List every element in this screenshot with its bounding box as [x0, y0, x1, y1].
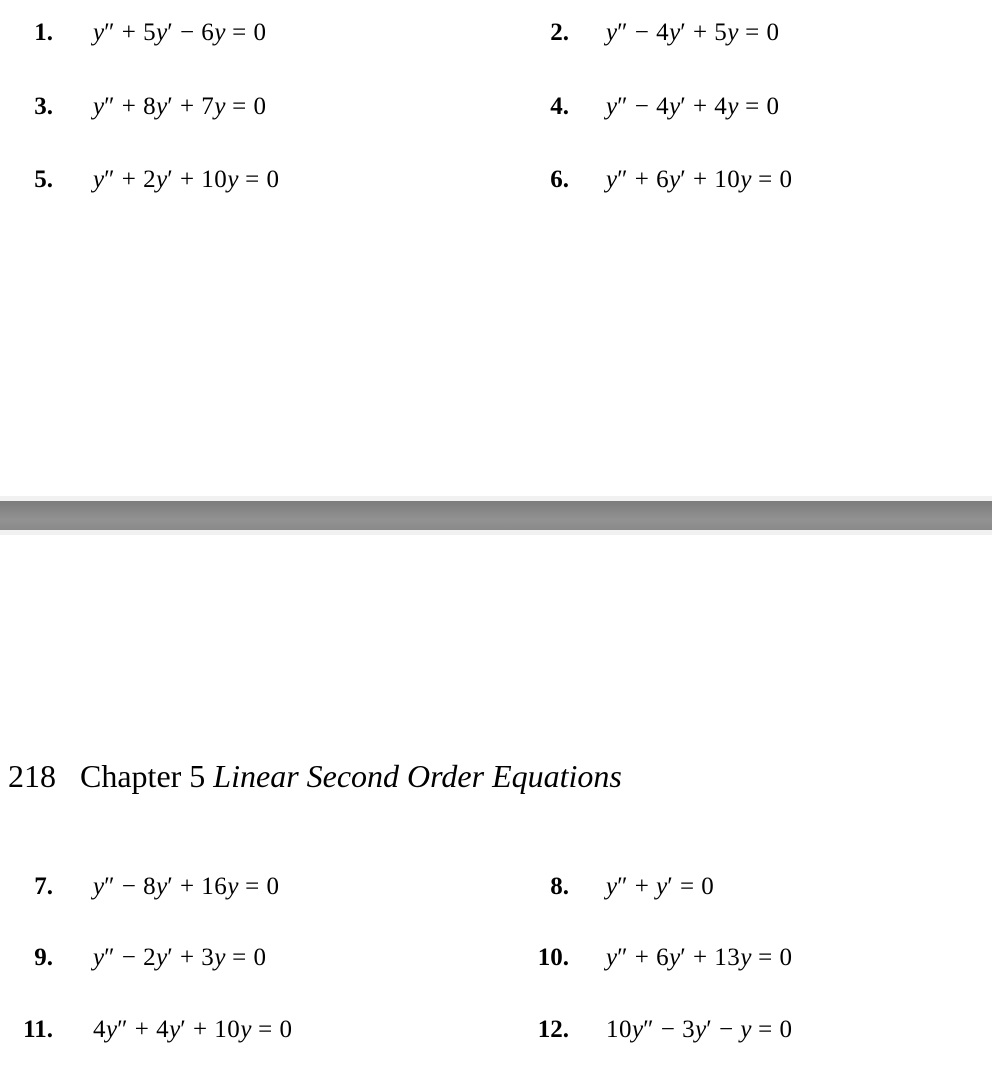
exercise-7: [0, 870, 496, 904]
exercise-equation: y″ − 4y′ + 5y = 0: [606, 19, 780, 46]
exercise-equation: y″ + y′ = 0: [606, 873, 715, 900]
exercise-4: [496, 90, 992, 124]
page-break-gray-bar: [0, 501, 992, 530]
exercise-row: [0, 163, 992, 197]
exercise-row: [0, 941, 992, 975]
exercise-number: 6.: [550, 166, 569, 193]
exercise-number: 4.: [550, 93, 569, 120]
exercise-number: 5.: [34, 166, 53, 193]
page-break-bar: [0, 496, 992, 535]
exercise-row: [0, 1013, 992, 1047]
exercise-3: [0, 90, 496, 124]
exercise-10: [496, 941, 992, 975]
exercise-8: [496, 870, 992, 904]
exercise-number: 2.: [550, 19, 569, 46]
exercise-equation: y″ + 5y′ − 6y = 0: [93, 19, 267, 46]
exercise-equation: y″ − 8y′ + 16y = 0: [93, 873, 280, 900]
exercise-number: 12.: [537, 1016, 569, 1043]
exercise-number: 3.: [34, 93, 53, 120]
page-break-edge-bottom: [0, 530, 992, 535]
exercise-equation: y″ − 2y′ + 3y = 0: [93, 944, 267, 971]
exercise-row: [0, 870, 992, 904]
exercise-number: 8.: [550, 873, 569, 900]
exercise-equation: y″ − 4y′ + 4y = 0: [606, 93, 780, 120]
exercise-number: 11.: [23, 1016, 53, 1043]
exercise-equation: y″ + 8y′ + 7y = 0: [93, 93, 267, 120]
running-header: [8, 758, 992, 794]
exercise-number: 7.: [34, 873, 53, 900]
exercise-12: [496, 1013, 992, 1047]
exercise-equation: 4y″ + 4y′ + 10y = 0: [93, 1016, 293, 1043]
exercise-row: [0, 16, 992, 50]
page-number: 218: [8, 758, 56, 794]
exercise-number: 10.: [537, 944, 569, 971]
exercise-equation: 10y″ − 3y′ − y = 0: [606, 1016, 793, 1043]
exercise-number: 1.: [34, 19, 53, 46]
exercise-number: 9.: [34, 944, 53, 971]
chapter-title: Linear Second Order Equations: [213, 758, 622, 794]
exercise-11: [0, 1013, 496, 1047]
exercise-2: [496, 16, 992, 50]
exercise-9: [0, 941, 496, 975]
exercise-equation: y″ + 6y′ + 10y = 0: [606, 166, 793, 193]
exercise-row: [0, 90, 992, 124]
exercise-equation: y″ + 2y′ + 10y = 0: [93, 166, 280, 193]
exercise-equation: y″ + 6y′ + 13y = 0: [606, 944, 793, 971]
exercise-1: [0, 16, 496, 50]
exercise-5: [0, 163, 496, 197]
chapter-label: Chapter 5: [80, 758, 206, 794]
exercise-6: [496, 163, 992, 197]
